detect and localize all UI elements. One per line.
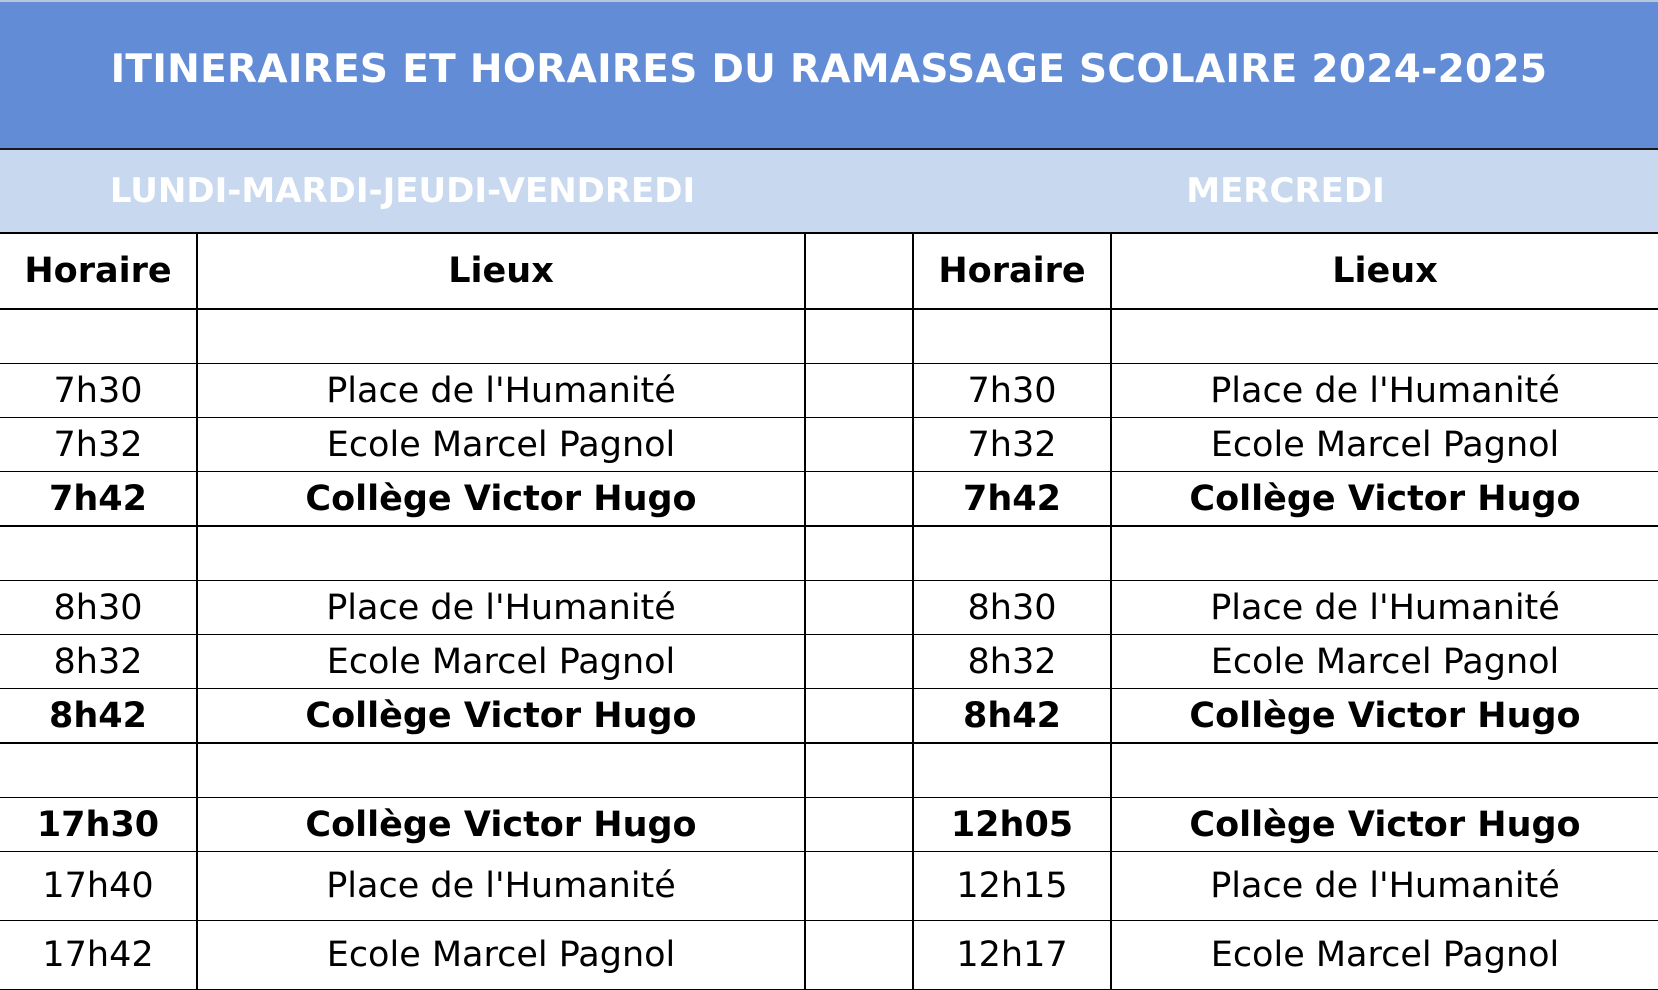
place-cell: Collège Victor Hugo [197,689,805,744]
header-place-wednesday: Lieux [1111,233,1658,309]
table-row [0,364,1658,418]
time-cell: 8h32 [913,635,1111,689]
place-cell: Place de l'Humanité [1111,852,1658,921]
table-row [0,921,1658,990]
table-row [0,689,1658,744]
time-cell: 8h42 [913,689,1111,744]
day-label-wednesday: MERCREDI [1186,171,1385,211]
place-cell: Place de l'Humanité [197,581,805,635]
header-place-weekdays: Lieux [197,233,805,309]
place-cell: Place de l'Humanité [1111,364,1658,418]
time-cell: 12h15 [913,852,1111,921]
table-row [0,635,1658,689]
spacer-cell [805,852,913,921]
time-cell: 7h30 [0,364,197,418]
time-cell [0,743,197,798]
place-cell: Collège Victor Hugo [197,472,805,527]
time-cell: 7h42 [913,472,1111,527]
place-cell [1111,743,1658,798]
time-cell [913,309,1111,364]
time-cell: 8h32 [0,635,197,689]
table-row [0,526,1658,581]
title-bar [0,0,1658,148]
time-cell [0,526,197,581]
page-title: ITINERAIRES ET HORAIRES DU RAMASSAGE SCOLAIRE 2024-2025 [110,46,1548,92]
place-cell: Ecole Marcel Pagnol [1111,635,1658,689]
time-cell: 17h40 [0,852,197,921]
time-cell: 7h30 [913,364,1111,418]
spacer-cell [805,309,913,364]
spacer-cell [805,743,913,798]
place-cell: Collège Victor Hugo [1111,472,1658,527]
time-cell: 7h32 [0,418,197,472]
schedule-table [0,232,1658,990]
spacer-cell [805,364,913,418]
spacer-cell [805,921,913,990]
place-cell: Ecole Marcel Pagnol [1111,418,1658,472]
table-row [0,418,1658,472]
spacer-cell [805,418,913,472]
time-cell [913,526,1111,581]
spacer-cell [805,233,913,309]
time-cell: 17h42 [0,921,197,990]
place-cell: Collège Victor Hugo [1111,689,1658,744]
place-cell: Collège Victor Hugo [197,798,805,852]
table-row [0,852,1658,921]
spacer-cell [805,526,913,581]
time-cell: 17h30 [0,798,197,852]
place-cell [197,309,805,364]
place-cell: Ecole Marcel Pagnol [197,418,805,472]
time-cell: 12h17 [913,921,1111,990]
place-cell: Place de l'Humanité [1111,581,1658,635]
header-time-wednesday: Horaire [913,233,1111,309]
header-row [0,233,1658,309]
time-cell: 8h30 [913,581,1111,635]
table-row [0,798,1658,852]
place-cell [1111,526,1658,581]
spacer-cell [805,689,913,744]
spacer-cell [805,472,913,527]
place-cell: Collège Victor Hugo [1111,798,1658,852]
table-row [0,743,1658,798]
time-cell: 8h30 [0,581,197,635]
time-cell: 12h05 [913,798,1111,852]
day-band [0,148,1658,232]
spacer-cell [805,581,913,635]
place-cell: Place de l'Humanité [197,364,805,418]
table-row [0,581,1658,635]
place-cell: Ecole Marcel Pagnol [197,635,805,689]
place-cell: Place de l'Humanité [197,852,805,921]
time-cell: 7h42 [0,472,197,527]
time-cell: 8h42 [0,689,197,744]
place-cell [197,743,805,798]
time-cell [0,309,197,364]
header-time-weekdays: Horaire [0,233,197,309]
place-cell: Ecole Marcel Pagnol [197,921,805,990]
table-row [0,472,1658,527]
time-cell [913,743,1111,798]
spacer-cell [805,635,913,689]
place-cell [197,526,805,581]
day-label-weekdays: LUNDI-MARDI-JEUDI-VENDREDI [109,171,696,211]
place-cell: Ecole Marcel Pagnol [1111,921,1658,990]
table-row [0,309,1658,364]
time-cell: 7h32 [913,418,1111,472]
place-cell [1111,309,1658,364]
spacer-cell [805,798,913,852]
